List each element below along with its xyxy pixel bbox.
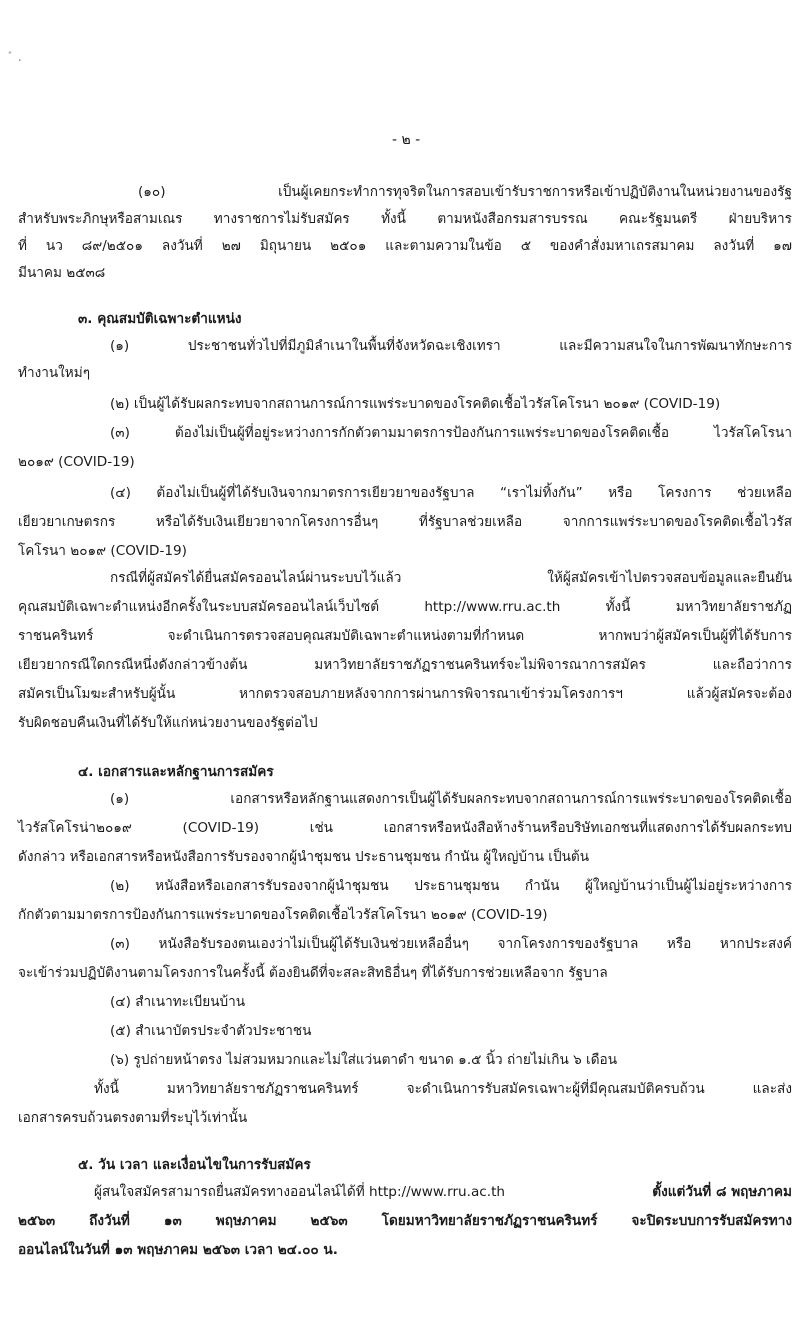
s3-note-line-4: เยียวยากรณีใดกรณีหนึ่งดังกล่าวข้างต้น มหาวิทยาลัยราชภัฏราชนครินทร์จะไม่พิจารณาการสมัคร และถือว่าการ bbox=[18, 657, 792, 673]
item-10-line-4: มีนาคม ๒๕๓๘ bbox=[18, 265, 106, 281]
s3-item-3-line-2: ๒๐๑๙ (COVID-19) bbox=[18, 454, 135, 470]
s4-note-line-2: เอกสารครบถ้วนตรงตามที่ระบุไว้เท่านั้น bbox=[18, 1110, 248, 1126]
s4-item-2-line-2: กักตัวตามมาตรการป้องกันการแพร่ระบาดของโรคติดเชื้อไวรัสโคโรนา ๒๐๑๙ (COVID-19) bbox=[18, 907, 548, 923]
s3-item-3-line-1: (๓) ต้องไม่เป็นผู้ที่อยู่ระหว่างการกักตัวตามมาตรการป้องกันการแพร่ระบาดของโรคติดเชื้อ ไวรัสโคโรนา bbox=[110, 425, 792, 441]
page-number: - ๒ - bbox=[392, 132, 421, 148]
s4-item-3-line-1: (๓) หนังสือรับรองตนเองว่าไม่เป็นผู้ได้รับเงินช่วยเหลืออื่นๆ จากโครงการของรัฐบาล หรือ หากประสงค์ bbox=[110, 936, 792, 952]
s3-item-1-line-2: ทำงานใหม่ๆ bbox=[18, 365, 91, 381]
section-3-heading: ๓. คุณสมบัติเฉพาะตำแหน่ง bbox=[78, 311, 242, 327]
s3-item-4-line-1: (๔) ต้องไม่เป็นผู้ที่ได้รับเงินจากมาตรการเยียวยาของรัฐบาล “เราไม่ทิ้งกัน” หรือ โครงการ ช่วยเหลือ bbox=[110, 485, 792, 501]
s3-note-line-1: กรณีที่ผู้สมัครได้ยื่นสมัครออนไลน์ผ่านระบบไว้แล้ว ให้ผู้สมัครเข้าไปตรวจสอบข้อมูลและยืนยัน bbox=[110, 570, 792, 586]
s4-item-4: (๔) สำเนาทะเบียนบ้าน bbox=[110, 994, 246, 1010]
s5-line-3: ออนไลน์ในวันที่ ๑๓ พฤษภาคม ๒๕๖๓ เวลา ๒๔.๐๐ น. bbox=[18, 1242, 338, 1258]
s4-item-3-line-2: จะเข้าร่วมปฏิบัติงานตามโครงการในครั้งนี้ ต้องยินดีที่จะสละสิทธิอื่นๆ ที่ได้รับการช่วยเหลือจาก รัฐบาล bbox=[18, 965, 608, 981]
s3-item-4-line-2: เยียวยาเกษตรกร หรือได้รับเงินเยียวยาจากโครงการอื่นๆ ที่รัฐบาลช่วยเหลือ จากการแพร่ระบาดของโรคติดเชื้อไวรัส bbox=[18, 514, 792, 530]
s5-line-1-normal: ผู้สนใจสมัครสามารถยื่นสมัครทางออนไลน์ได้ที่ http://www.rru.ac.th bbox=[94, 1184, 506, 1200]
item-10-line-2: สำหรับพระภิกษุหรือสามเณร ทางราชการไม่รับสมัคร ทั้งนี้ ตามหนังสือกรมสารบรรณ คณะรัฐมนตรี ฝ่ายบริหาร bbox=[18, 211, 792, 227]
section-5-heading: ๕. วัน เวลา และเงื่อนไขในการรับสมัคร bbox=[78, 1157, 311, 1173]
section-4-heading: ๔. เอกสารและหลักฐานการสมัคร bbox=[78, 764, 274, 780]
s5-line-1-bold: ตั้งแต่วันที่ ๘ พฤษภาคม bbox=[652, 1184, 792, 1200]
s3-note-line-2: คุณสมบัติเฉพาะตำแหน่งอีกครั้งในระบบสมัครออนไลน์เว็บไซต์ http://www.rru.ac.th ทั้งนี้ มหาวิทยาลัยราชภัฏ bbox=[18, 599, 792, 615]
s4-item-6: (๖) รูปถ่ายหน้าตรง ไม่สวมหมวกและไม่ใส่แว่นตาดำ ขนาด ๑.๕ นิ้ว ถ่ายไม่เกิน ๖ เดือน bbox=[110, 1052, 617, 1068]
s4-item-1-line-3: ดังกล่าว หรือเอกสารหรือหนังสือการรับรองจากผู้นำชุมชน ประธานชุมชน กำนัน ผู้ใหญ่บ้าน เป็นต้น bbox=[18, 849, 589, 865]
s4-note-line-1: ทั้งนี้ มหาวิทยาลัยราชภัฏราชนครินทร์ จะดำเนินการรับสมัครเฉพาะผู้ที่มีคุณสมบัติครบถ้วน และส่ง bbox=[94, 1081, 792, 1097]
s3-item-2: (๒) เป็นผู้ได้รับผลกระทบจากสถานการณ์การแพร่ระบาดของโรคติดเชื้อไวรัสโคโรนา ๒๐๑๙ (COVID-19) bbox=[110, 396, 721, 412]
corner-mark: ﾞ . bbox=[8, 50, 22, 64]
s4-item-2-line-1: (๒) หนังสือหรือเอกสารรับรองจากผู้นำชุมชน ประธานชุมชน กำนัน ผู้ใหญ่บ้านว่าเป็นผู้ไม่อยู่ระหว่างการ bbox=[110, 878, 792, 894]
s5-line-2: ๒๕๖๓ ถึงวันที่ ๑๓ พฤษภาคม ๒๕๖๓ โดยมหาวิทยาลัยราชภัฏราชนครินทร์ จะปิดระบบการรับสมัครทาง bbox=[18, 1213, 792, 1229]
s4-item-1-line-2: ไวรัสโคโรน่า๒๐๑๙ (COVID-19) เช่น เอกสารหรือหนังสือห้างร้านหรือบริษัทเอกชนที่แสดงการได้รับผลกระทบ bbox=[18, 820, 792, 836]
s3-note-line-3: ราชนครินทร์ จะดำเนินการตรวจสอบคุณสมบัติเฉพาะตำแหน่งตามที่กำหนด หากพบว่าผู้สมัครเป็นผู้ที่ได้รับการ bbox=[18, 628, 792, 644]
s4-item-5: (๕) สำเนาบัตรประจำตัวประชาชน bbox=[110, 1023, 312, 1039]
s3-item-4-line-3: โคโรนา ๒๐๑๙ (COVID-19) bbox=[18, 543, 187, 559]
s3-item-1-line-1: (๑) ประชาชนทั่วไปที่มีภูมิลำเนาในพื้นที่จังหวัดฉะเชิงเทรา และมีความสนใจในการพัฒนาทักษะการ bbox=[110, 338, 792, 354]
item-10-line-3: ที่ นว ๘๙/๒๕๐๑ ลงวันที่ ๒๗ มิถุนายน ๒๕๐๑ และตามความในข้อ ๕ ของคำสั่งมหาเถรสมาคม ลงวันที่ ๑๗ bbox=[18, 238, 792, 254]
s3-note-line-6: รับผิดชอบคืนเงินที่ได้รับให้แก่หน่วยงานของรัฐต่อไป bbox=[18, 715, 318, 731]
item-10-line-1: (๑๐) เป็นผู้เคยกระทำการทุจริตในการสอบเข้ารับราชการหรือเข้าปฏิบัติงานในหน่วยงานของรัฐ bbox=[138, 184, 792, 200]
s4-item-1-line-1: (๑) เอกสารหรือหลักฐานแสดงการเป็นผู้ได้รับผลกระทบจากสถานการณ์การแพร่ระบาดของโรคติดเชื้อ bbox=[110, 791, 792, 807]
s3-note-line-5: สมัครเป็นโมฆะสำหรับผู้นั้น หากตรวจสอบภายหลังจากการผ่านการพิจารณาเข้าร่วมโครงการฯ แล้วผู้สมัครจะต้อง bbox=[18, 686, 792, 702]
